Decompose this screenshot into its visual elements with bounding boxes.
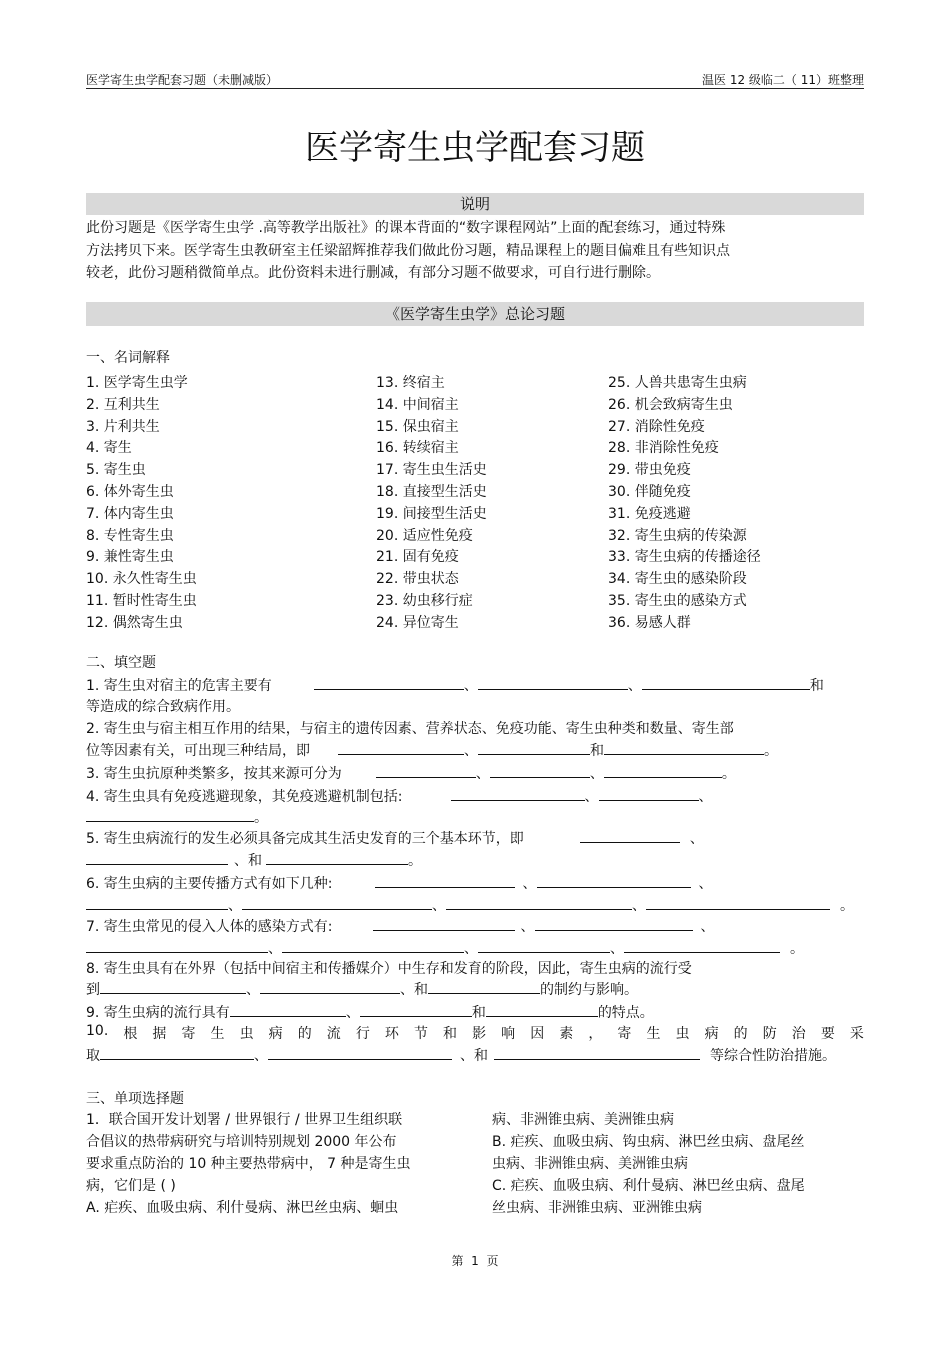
fill-question-9: 9. 寄生虫病的流行具有 、 和 的特点。 [86,1002,654,1022]
blank[interactable] [446,895,632,910]
choice-line: 丝虫病、非洲锥虫病、亚洲锥虫病 [492,1200,702,1216]
blank[interactable] [100,979,246,994]
q10-char: 采 [849,1026,864,1042]
blank[interactable] [373,916,515,931]
q10-continuation: 取 、 、和 等综合性防治措施。 [86,1045,836,1065]
term-item: 6. 体外寄生虫 [86,484,174,500]
term-item: 14. 中间宿主 [376,396,459,413]
choice-line: 1．联合国开发计划署 / 世界银行 / 世界卫生组织联 [86,1112,403,1128]
blank[interactable] [100,1045,254,1060]
blank[interactable] [604,740,764,755]
term-item: 35. 寄生虫的感染方式 [608,593,747,609]
term-item: 33. 寄生虫病的传播途径 [608,549,761,566]
blank[interactable] [486,1002,598,1017]
part1-heading: 一、名词解释 [86,350,170,366]
choice-line: 合倡议的热带病研究与培训特别规划 2000 年公布 [86,1134,397,1150]
header-right: 温医 12 级临二（ 11）班整理 [702,73,864,87]
term-item: 34. 寄生虫的感染阶段 [608,571,747,588]
page-title: 医学寄生虫学配套习题 [305,128,645,168]
choice-line: B. 疟疾、血吸虫病、钩虫病、淋巴丝虫病、盘尾丝 [492,1134,805,1150]
header-left: 医学寄生虫学配套习题（未删减版） [86,73,279,87]
blank[interactable] [642,675,810,690]
q10-char: 病 [704,1026,719,1042]
choice-line: C. 疟疾、血吸虫病、利什曼病、淋巴丝虫病、盘尾 [492,1178,805,1194]
term-item: 28. 非消除性免疫 [608,440,719,457]
term-item: 24. 异位寄生 [376,614,459,631]
term-item: 18. 直接型生活史 [376,484,487,500]
q10-char: 因 [530,1026,545,1042]
blank[interactable] [624,938,780,953]
term-item: 13. 终宿主 [376,375,445,391]
choice-line: 虫病、非洲锥虫病、美洲锥虫病 [492,1156,688,1172]
blank[interactable] [537,873,691,888]
term-item: 27. 消除性免疫 [608,418,705,435]
part3-heading: 三、单项选择题 [86,1091,184,1107]
q10-char: 的 [733,1026,748,1042]
term-item: 20. 适应性免疫 [376,527,473,544]
blank[interactable] [86,895,228,910]
q10-char: 10. [86,1023,109,1039]
q6-continuation: 、 、 、 。 [86,895,854,915]
q10-char: 寄 [181,1026,196,1042]
q10-char: 虫 [239,1026,254,1042]
q10-char: 虫 [675,1026,690,1042]
q10-char: 根 [123,1026,138,1042]
q2-continuation: 位等因素有关，可出现三种结局，即 、 和 。 [86,740,778,760]
q10-char: 环 [384,1026,399,1042]
term-item: 31. 免疫逃避 [608,505,691,522]
term-item: 10. 永久性寄生虫 [86,571,197,588]
choice-line: A. 疟疾、血吸虫病、利什曼病、淋巴丝虫病、蛔虫 [86,1200,399,1216]
term-item: 22. 带虫状态 [376,571,459,588]
term-item: 7. 体内寄生虫 [86,505,174,522]
blank[interactable] [268,1045,452,1060]
term-item: 32. 寄生虫病的传染源 [608,527,747,544]
fill-question-4: 4. 寄生虫具有免疫逃避现象，其免疫逃避机制包括: 、 、 [86,786,713,806]
q10-char: 和 [443,1026,458,1042]
q1-text: 1. 寄生虫对宿主的危害主要有 [86,678,272,694]
term-item: 1. 医学寄生虫学 [86,375,188,391]
blank[interactable] [86,807,254,822]
q10-char: ， [588,1026,603,1042]
blank[interactable] [360,1002,472,1017]
q10-char: 生 [210,1026,225,1042]
term-item: 9. 兼性寄生虫 [86,549,174,566]
term-item: 23. 幼虫移行症 [376,593,473,609]
blank[interactable] [428,979,540,994]
q10-char: 要 [820,1026,835,1042]
choice-line: 要求重点防治的 10 种主要热带病中， 7 种是寄生虫 [86,1156,411,1172]
fill-question-8: 8. 寄生虫具有在外界（包括中间宿主和传播媒介）中生存和发育的阶段，因此，寄生虫病的流行受 [86,961,692,977]
blank[interactable] [580,828,680,843]
q5-continuation: 、和 。 [86,850,422,870]
term-item: 15. 保虫宿主 [376,418,459,435]
blank[interactable] [646,895,830,910]
blank[interactable] [338,740,464,755]
term-item: 3. 片利共生 [86,418,160,435]
q10-char: 影 [472,1026,487,1042]
blank[interactable] [375,873,515,888]
blank[interactable] [242,895,432,910]
q1-continuation: 等造成的综合致病作用。 [86,699,240,715]
blank[interactable] [478,675,628,690]
term-item: 2. 互利共生 [86,396,160,413]
fill-question-6: 6. 寄生虫病的主要传播方式有如下几种: 、 、 [86,873,713,893]
q10-char: 素 [559,1026,574,1042]
fill-question-10 [86,1023,864,1043]
q10-char: 寄 [617,1026,632,1042]
blank[interactable] [494,1045,700,1060]
blank[interactable] [86,938,268,953]
term-item: 25. 人兽共患寄生虫病 [608,375,747,391]
blank[interactable] [86,850,228,865]
blank[interactable] [282,938,464,953]
intro-line-2: 方法拷贝下来。医学寄生虫教研室主任梁韶辉推荐我们做此份习题，精品课程上的题目偏难且有些知识点 [86,243,730,259]
term-item: 21. 固有免疫 [376,549,459,566]
q10-char: 流 [326,1026,341,1042]
blank[interactable] [451,786,585,801]
choice-line: 病，它们是 ( ) [86,1178,176,1194]
blank[interactable] [478,938,610,953]
page-number: 1 [471,1254,479,1268]
fill-question-3: 3. 寄生虫抗原种类繁多，按其来源可分为 、 、 。 [86,763,736,783]
q7-continuation: 、 、 、 。 [86,938,804,958]
q10-char: 治 [791,1026,806,1042]
blank[interactable] [314,675,464,690]
q10-char: 节 [413,1026,428,1042]
q10-char: 病 [268,1026,283,1042]
blank[interactable] [535,916,693,931]
blank[interactable] [230,1002,346,1017]
term-item: 19. 间接型生活史 [376,505,487,522]
q8-continuation: 到 、 、和 的制约与影响。 [86,979,638,999]
term-item: 16. 转续宿主 [376,440,459,457]
section-heading: 《医学寄生虫学》总论习题 [86,302,864,326]
blank[interactable] [376,763,476,778]
term-item: 36. 易感人群 [608,614,691,631]
blank[interactable] [599,786,699,801]
blank[interactable] [260,979,400,994]
blank[interactable] [490,763,590,778]
term-item: 4. 寄生 [86,440,132,457]
q10-char: 生 [646,1026,661,1042]
q4-continuation: 。 [86,807,268,827]
intro-heading: 说明 [86,193,864,215]
term-item: 12. 偶然寄生虫 [86,614,183,631]
q10-char: 防 [762,1026,777,1042]
fill-question-5: 5. 寄生虫病流行的发生必须具备完成其生活史发育的三个基本环节，即 、 [86,828,704,848]
part2-heading: 二、填空题 [86,655,156,671]
fill-question-7: 7. 寄生虫常见的侵入人体的感染方式有: 、 、 [86,916,715,936]
blank[interactable] [604,763,722,778]
term-item: 8. 专性寄生虫 [86,527,174,544]
intro-line-1: 此份习题是《医学寄生虫学 .高等教学出版社》的课本背面的“数字课程网站”上面的配套练习，通过特殊 [86,220,726,236]
term-item: 17. 寄生虫生活史 [376,462,487,479]
q10-char: 据 [152,1026,167,1042]
term-item: 26. 机会致病寄生虫 [608,396,733,413]
intro-line-3: 较老，此份习题稍微简单点。此份资料未进行删减，有部分习题不做要求，可自行进行删除。 [86,265,660,281]
q10-char: 的 [297,1026,312,1042]
q10-char: 行 [355,1026,370,1042]
term-item: 29. 带虫免疫 [608,462,691,479]
term-item: 5. 寄生虫 [86,462,146,479]
term-item: 11. 暂时性寄生虫 [86,593,197,609]
choice-line: 病、非洲锥虫病、美洲锥虫病 [492,1112,674,1128]
page-footer: 第 1 页 [451,1254,499,1268]
blank[interactable] [266,850,408,865]
header-rule [86,88,864,89]
q10-char: 响 [501,1026,516,1042]
fill-question-2: 2. 寄生虫与宿主相互作用的结果，与宿主的遗传因素、营养状态、免疫功能、寄生虫种类和数量、寄生部 [86,721,734,737]
blank[interactable] [478,740,590,755]
term-item: 30. 伴随免疫 [608,484,691,500]
fill-question-1: 1. 寄生虫对宿主的危害主要有 、 、 和 [86,675,824,695]
